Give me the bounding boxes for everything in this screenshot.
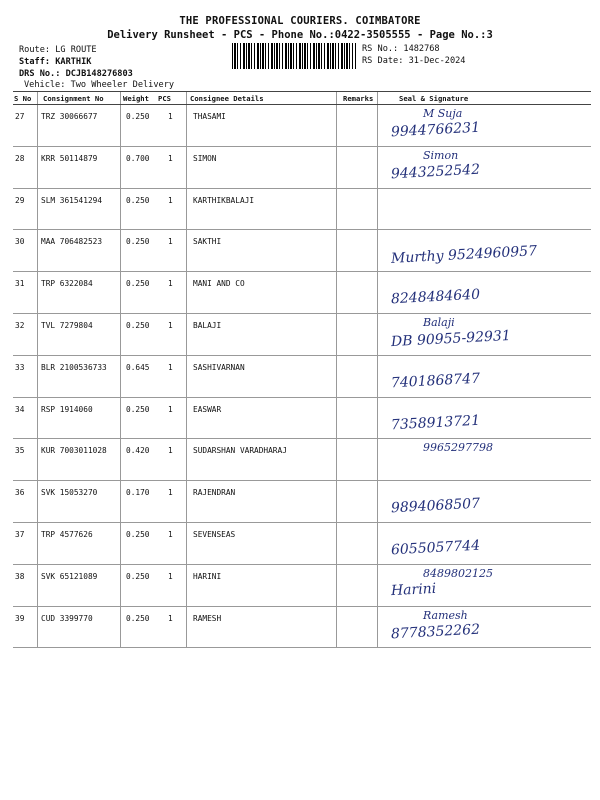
sno-cell: 36 bbox=[15, 488, 25, 498]
consignment-cell: SLM 361541294 bbox=[41, 195, 103, 205]
consignee-cell: SIMON bbox=[193, 153, 217, 163]
sno-cell: 27 bbox=[15, 112, 25, 121]
runsheet-table bbox=[13, 91, 591, 648]
table-row bbox=[13, 356, 591, 398]
signature-phone: 8778352262 bbox=[390, 621, 481, 642]
table-row bbox=[13, 565, 591, 607]
table-row bbox=[13, 607, 591, 649]
weight-cell: 0.250 bbox=[126, 279, 150, 289]
signature-phone: Harini bbox=[390, 580, 437, 599]
consignee-cell: RAJENDRAN bbox=[193, 488, 236, 498]
signature-name: Simon bbox=[423, 148, 459, 162]
col-sno: S No bbox=[14, 94, 32, 103]
signature-phone: 6055057744 bbox=[390, 537, 481, 559]
consignee-cell: EASWAR bbox=[193, 404, 222, 414]
table-row bbox=[13, 439, 591, 481]
consignment-cell: KUR 7003011028 bbox=[41, 446, 107, 456]
pcs-cell: 1 bbox=[168, 279, 173, 289]
consignee-cell: SAKTHI bbox=[193, 237, 222, 247]
weight-cell: 0.645 bbox=[126, 362, 150, 372]
pcs-cell: 1 bbox=[168, 320, 173, 330]
company-title: THE PROFESSIONAL COURIERS. COIMBATORE bbox=[179, 15, 421, 27]
signature-name: 9965297798 bbox=[423, 441, 493, 455]
weight-cell: 0.420 bbox=[126, 446, 150, 456]
weight-cell: 0.250 bbox=[126, 529, 150, 539]
consignment-cell: SVK 15053270 bbox=[41, 488, 98, 498]
pcs-cell: 1 bbox=[168, 112, 173, 121]
pcs-cell: 1 bbox=[168, 571, 173, 581]
pcs-cell: 1 bbox=[168, 404, 173, 414]
sno-cell: 38 bbox=[15, 571, 25, 581]
col-consignee: Consignee Details bbox=[190, 94, 264, 103]
sno-cell: 32 bbox=[15, 320, 25, 330]
consignment-cell: SVK 65121089 bbox=[41, 571, 98, 581]
table-header bbox=[13, 91, 591, 105]
signature-phone: 9443252542 bbox=[390, 161, 481, 183]
col-weight: Weight bbox=[123, 94, 149, 103]
col-remarks: Remarks bbox=[343, 94, 374, 103]
sno-cell: 34 bbox=[15, 404, 25, 414]
table-row bbox=[13, 481, 591, 523]
signature-phone: 9944766231 bbox=[390, 119, 481, 141]
consignment-cell: TRP 4577626 bbox=[41, 529, 93, 539]
rs-number: RS No.: 1482768 bbox=[362, 44, 440, 54]
pcs-cell: 1 bbox=[168, 613, 173, 623]
pcs-cell: 1 bbox=[168, 446, 173, 456]
table-row bbox=[13, 272, 591, 314]
pcs-cell: 1 bbox=[168, 153, 173, 163]
drs-number: DRS No.: DCJB148276803 bbox=[19, 69, 133, 79]
consignment-cell: TRZ 30066677 bbox=[41, 112, 98, 121]
signature-name: 8489802125 bbox=[423, 566, 493, 580]
pcs-cell: 1 bbox=[168, 488, 173, 498]
runsheet-subtitle: Delivery Runsheet - PCS - Phone No.:0422-3505555 - Page No.:3 bbox=[107, 29, 493, 41]
sno-cell: 30 bbox=[15, 237, 25, 247]
weight-cell: 0.170 bbox=[126, 488, 150, 498]
consignment-cell: BLR 2100536733 bbox=[41, 362, 107, 372]
weight-cell: 0.250 bbox=[126, 404, 150, 414]
weight-cell: 0.250 bbox=[126, 613, 150, 623]
table-row bbox=[13, 230, 591, 272]
signature-phone: 9894068507 bbox=[390, 495, 481, 517]
route-label: Route: LG ROUTE bbox=[19, 45, 97, 55]
rs-date: RS Date: 31-Dec-2024 bbox=[362, 56, 466, 66]
consignment-cell: TVL 7279804 bbox=[41, 320, 93, 330]
table-row bbox=[13, 147, 591, 189]
table-row bbox=[13, 105, 591, 147]
signature-phone: Murthy 9524960957 bbox=[390, 243, 538, 268]
sno-cell: 37 bbox=[15, 529, 25, 539]
staff-label: Staff: KARTHIK bbox=[19, 57, 92, 67]
signature-name: Ramesh bbox=[423, 608, 468, 622]
consignment-cell: TRP 6322084 bbox=[41, 279, 93, 289]
table-row bbox=[13, 523, 591, 565]
consignee-cell: SASHIVARNAN bbox=[193, 362, 245, 372]
signature-phone: 8248484640 bbox=[390, 286, 481, 308]
sno-cell: 39 bbox=[15, 613, 25, 623]
table-row bbox=[13, 314, 591, 356]
signature-phone: DB 90955-92931 bbox=[390, 327, 512, 351]
signature-name: M Suja bbox=[423, 107, 463, 120]
col-pcs: PCS bbox=[158, 94, 171, 103]
weight-cell: 0.250 bbox=[126, 112, 150, 121]
barcode-image bbox=[232, 43, 356, 69]
table-row bbox=[13, 189, 591, 231]
consignment-cell: KRR 50114879 bbox=[41, 153, 98, 163]
consignee-cell: SUDARSHAN VARADHARAJ bbox=[193, 446, 287, 456]
consignment-cell: CUD 3399770 bbox=[41, 613, 93, 623]
pcs-cell: 1 bbox=[168, 529, 173, 539]
consignment-cell: MAA 706482523 bbox=[41, 237, 103, 247]
pcs-cell: 1 bbox=[168, 362, 173, 372]
consignee-cell: HARINI bbox=[193, 571, 222, 581]
consignment-cell: RSP 1914060 bbox=[41, 404, 93, 414]
sno-cell: 33 bbox=[15, 362, 25, 372]
sno-cell: 29 bbox=[15, 195, 25, 205]
weight-cell: 0.250 bbox=[126, 320, 150, 330]
col-consignment: Consignment No bbox=[43, 94, 104, 103]
consignee-cell: KARTHIKBALAJI bbox=[193, 195, 255, 205]
weight-cell: 0.250 bbox=[126, 237, 150, 247]
vehicle-label: Vehicle: Two Wheeler Delivery bbox=[24, 80, 175, 90]
pcs-cell: 1 bbox=[168, 237, 173, 247]
sno-cell: 31 bbox=[15, 279, 25, 289]
signature-phone: 7358913721 bbox=[390, 412, 481, 433]
consignee-cell: RAMESH bbox=[193, 613, 222, 623]
consignee-cell: THASAMI bbox=[193, 112, 226, 121]
sno-cell: 28 bbox=[15, 153, 25, 163]
consignee-cell: BALAJI bbox=[193, 320, 222, 330]
table-row bbox=[13, 398, 591, 440]
consignee-cell: MANI AND CO bbox=[193, 279, 245, 289]
weight-cell: 0.250 bbox=[126, 571, 150, 581]
weight-cell: 0.250 bbox=[126, 195, 150, 205]
pcs-cell: 1 bbox=[168, 195, 173, 205]
weight-cell: 0.700 bbox=[126, 153, 150, 163]
signature-name: Balaji bbox=[423, 315, 455, 329]
consignee-cell: SEVENSEAS bbox=[193, 529, 236, 539]
col-seal-signature: Seal & Signature bbox=[399, 94, 469, 103]
signature-phone: 7401868747 bbox=[390, 370, 481, 392]
sno-cell: 35 bbox=[15, 446, 25, 456]
